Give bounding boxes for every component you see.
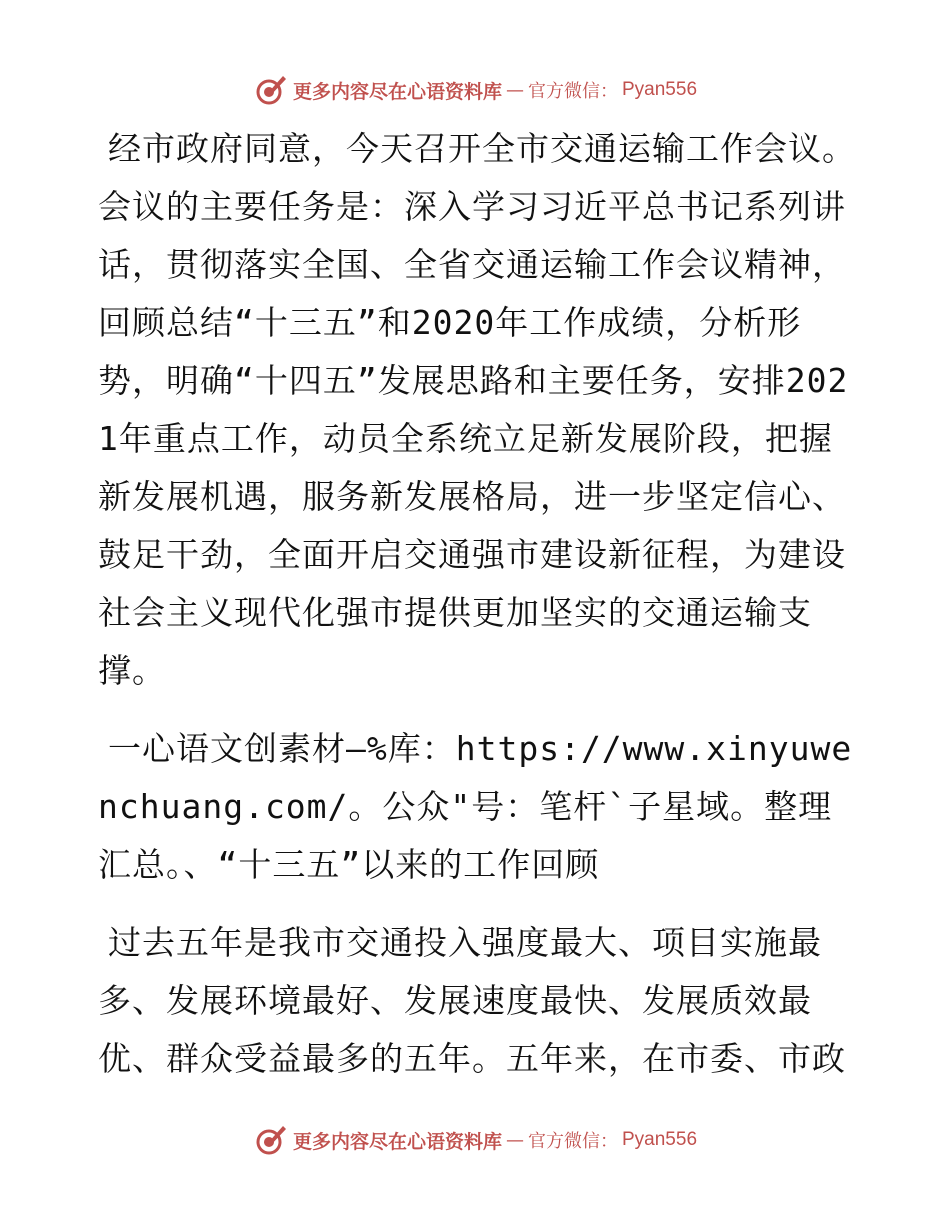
paragraph-source-note: 一心语文创素材—%库：https://www.xinyuwenchuang.com/。公众"号：笔杆`子星域。整理汇总。、“十三五”以来的工作回顾 bbox=[98, 729, 853, 884]
banner-wechat-id: Pyan556 bbox=[622, 1129, 698, 1150]
banner-wechat-label: 官方微信： bbox=[528, 1131, 618, 1152]
banner-dash: — bbox=[506, 79, 524, 101]
banner-wechat-id: Pyan556 bbox=[622, 79, 698, 100]
paragraph-review: 过去五年是我市交通投入强度最大、项目实施最多、发展环境最好、发展速度最快、发展质效最优、群众受益最多的五年。五年来，在市委、市政 bbox=[98, 923, 846, 1078]
quill-logo-icon bbox=[253, 1122, 289, 1158]
header-banner bbox=[0, 70, 950, 110]
document-body bbox=[98, 120, 858, 1088]
footer-banner bbox=[0, 1120, 950, 1160]
banner-title: 更多内容尽在心语资料库 bbox=[292, 1130, 502, 1153]
banner-wechat-label: 官方微信： bbox=[528, 81, 618, 102]
banner-title: 更多内容尽在心语资料库 bbox=[292, 80, 502, 103]
banner-dash: — bbox=[506, 1129, 524, 1151]
paragraph-opening: 经市政府同意，今天召开全市交通运输工作会议。会议的主要任务是：深入学习习近平总书记系列讲话，贯彻落实全国、全省交通运输工作会议精神，回顾总结“十三五”和2020年工作成绩，分析形势，明确“十四五”发展思路和主要任务，安排2021年重点工作，动员全系统立足新发展阶段，把握新发展机遇，服务新发展格局，进一步坚定信心、鼓足干劲，全面开启交通强市建设新征程，为建设社会主义现代化强市提供更加坚实的交通运输支撑。 bbox=[98, 129, 856, 690]
quill-logo-icon bbox=[253, 72, 289, 108]
